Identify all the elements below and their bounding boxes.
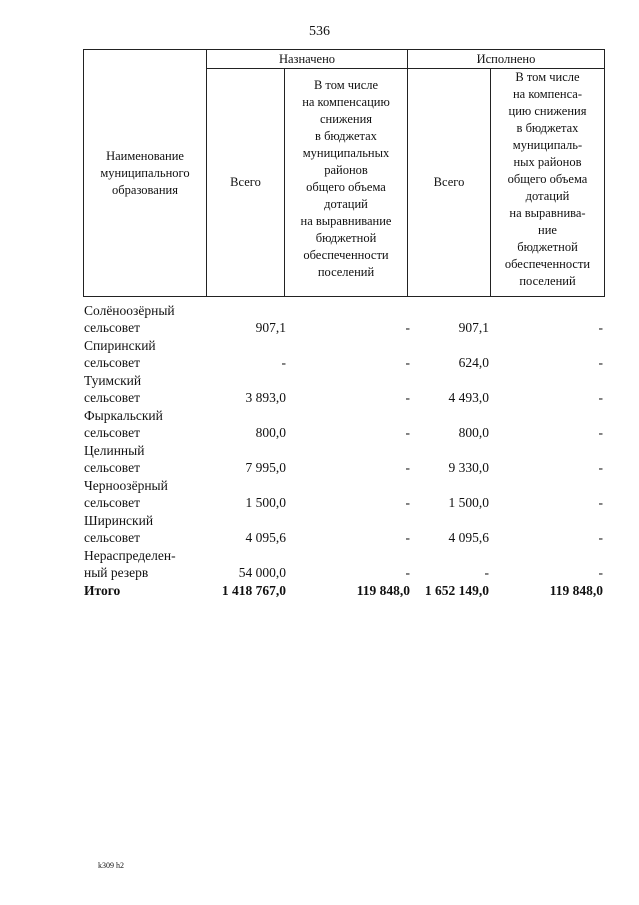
header-text-line: общего объема bbox=[306, 180, 386, 194]
row-name bbox=[84, 442, 204, 476]
row-name-line: сельсовет bbox=[84, 355, 140, 370]
header-text-line: районов bbox=[324, 163, 368, 177]
total-executed-total: 1 652 149,0 bbox=[424, 583, 489, 598]
total-assigned-total: 1 418 767,0 bbox=[221, 583, 286, 598]
row-name bbox=[84, 547, 204, 581]
header-text-line: ных районов bbox=[513, 155, 582, 169]
cell-executed-total: - bbox=[484, 565, 489, 580]
header-assigned-incl-text bbox=[301, 77, 392, 281]
row-name bbox=[84, 302, 204, 336]
header-text-line: обеспеченности bbox=[303, 248, 389, 262]
header-text-line: в бюджетах bbox=[516, 121, 579, 135]
header-text-line: дотаций bbox=[525, 189, 570, 203]
header-name-label: Наименование муниципального образования bbox=[100, 148, 190, 197]
cell-executed-total: 1 500,0 bbox=[448, 495, 489, 510]
cell-executed-total: 624,0 bbox=[458, 355, 489, 370]
row-name-line: сельсовет bbox=[84, 320, 140, 335]
row-name bbox=[84, 512, 204, 546]
cell-executed-total: 4 095,6 bbox=[448, 530, 489, 545]
header-text-line: бюджетной bbox=[517, 240, 578, 254]
header-text-line: дотаций bbox=[324, 197, 368, 211]
header-text-line: муниципальных bbox=[302, 146, 390, 160]
header-executed-incl bbox=[490, 68, 605, 297]
row-name-line: Солёноозёрный bbox=[84, 303, 175, 318]
header-text-line: снижения bbox=[319, 112, 373, 126]
header-text-line: обеспеченности bbox=[504, 257, 591, 271]
cell-executed-comp: - bbox=[598, 425, 603, 440]
row-name-line: сельсовет bbox=[84, 530, 140, 545]
cell-executed-comp: - bbox=[598, 320, 603, 335]
cell-executed-comp: - bbox=[598, 390, 603, 405]
row-name-line: Спиринский bbox=[84, 338, 156, 353]
header-text-line: общего объема bbox=[507, 172, 588, 186]
row-name bbox=[84, 477, 204, 511]
row-name-line: Ширинский bbox=[84, 513, 154, 528]
row-name bbox=[84, 337, 204, 371]
cell-executed-total: 4 493,0 bbox=[448, 390, 489, 405]
cell-executed-total: 9 330,0 bbox=[448, 460, 489, 475]
header-assigned bbox=[206, 49, 408, 69]
header-text-line: на выравнива- bbox=[509, 206, 586, 220]
cell-assigned-total: 4 095,6 bbox=[245, 530, 286, 545]
cell-executed-comp: - bbox=[598, 495, 603, 510]
total-executed-comp: 119 848,0 bbox=[549, 583, 603, 598]
header-text-line: в бюджетах bbox=[315, 129, 377, 143]
header-text-line: на выравнивание bbox=[300, 214, 392, 228]
row-name bbox=[84, 407, 204, 441]
cell-assigned-total: 907,1 bbox=[255, 320, 286, 335]
cell-assigned-total: - bbox=[281, 355, 286, 370]
row-name-line: Туимский bbox=[84, 373, 142, 388]
cell-executed-total: 907,1 bbox=[458, 320, 489, 335]
cell-assigned-total: 1 500,0 bbox=[245, 495, 286, 510]
header-text-line: на компенсацию bbox=[302, 95, 390, 109]
cell-assigned-total: 3 893,0 bbox=[245, 390, 286, 405]
row-name bbox=[84, 372, 204, 406]
header-assigned-label: Назначено bbox=[278, 51, 336, 66]
header-text-line: цию снижения bbox=[508, 104, 587, 118]
row-name-line: ный резерв bbox=[84, 565, 149, 580]
row-name-line: Нераспределен- bbox=[84, 548, 176, 563]
total-assigned-comp: 119 848,0 bbox=[356, 583, 410, 598]
header-text-line: В том числе bbox=[313, 78, 379, 92]
header-assigned-total bbox=[206, 68, 285, 297]
row-name-line: сельсовет bbox=[84, 425, 140, 440]
cell-executed-comp: - bbox=[598, 565, 603, 580]
header-text-line: В том числе bbox=[515, 70, 580, 84]
cell-assigned-comp: - bbox=[405, 320, 410, 335]
header-text-line: ние bbox=[538, 223, 557, 237]
row-name-line: Целинный bbox=[84, 443, 145, 458]
cell-executed-total: 800,0 bbox=[458, 425, 489, 440]
cell-assigned-total: 54 000,0 bbox=[238, 565, 286, 580]
row-name-line: Черноозёрный bbox=[84, 478, 168, 493]
row-name-line: сельсовет bbox=[84, 495, 140, 510]
cell-assigned-comp: - bbox=[405, 425, 410, 440]
cell-executed-comp: - bbox=[598, 530, 603, 545]
cell-assigned-comp: - bbox=[405, 390, 410, 405]
header-text-line: муниципаль- bbox=[512, 138, 583, 152]
header-text-line: поселений bbox=[519, 274, 576, 288]
header-text-line: поселений bbox=[317, 265, 375, 279]
cell-executed-comp: - bbox=[598, 460, 603, 475]
row-name-line: сельсовет bbox=[84, 390, 140, 405]
header-executed-total-label: Всего bbox=[433, 175, 465, 189]
header-executed-incl-text bbox=[505, 69, 590, 290]
header-executed-total bbox=[407, 68, 491, 297]
header-text-line: бюджетной bbox=[315, 231, 377, 245]
cell-assigned-total: 800,0 bbox=[255, 425, 286, 440]
footer-code: k309 h2 bbox=[98, 861, 124, 870]
header-text-line: на компенса- bbox=[512, 87, 583, 101]
row-name-line: Фыркальский bbox=[84, 408, 163, 423]
cell-assigned-comp: - bbox=[405, 355, 410, 370]
header-executed bbox=[407, 49, 605, 69]
cell-executed-comp: - bbox=[598, 355, 603, 370]
row-name-line: сельсовет bbox=[84, 460, 140, 475]
cell-assigned-comp: - bbox=[405, 495, 410, 510]
header-assigned-total-label: Всего bbox=[230, 175, 261, 189]
header-executed-label: Исполнено bbox=[476, 51, 536, 66]
total-label: Итого bbox=[84, 583, 121, 598]
cell-assigned-total: 7 995,0 bbox=[245, 460, 286, 475]
header-assigned-incl bbox=[284, 68, 408, 297]
cell-assigned-comp: - bbox=[405, 565, 410, 580]
cell-assigned-comp: - bbox=[405, 530, 410, 545]
cell-assigned-comp: - bbox=[405, 460, 410, 475]
page-number: 536 bbox=[309, 24, 330, 39]
header-name-column bbox=[83, 49, 207, 297]
